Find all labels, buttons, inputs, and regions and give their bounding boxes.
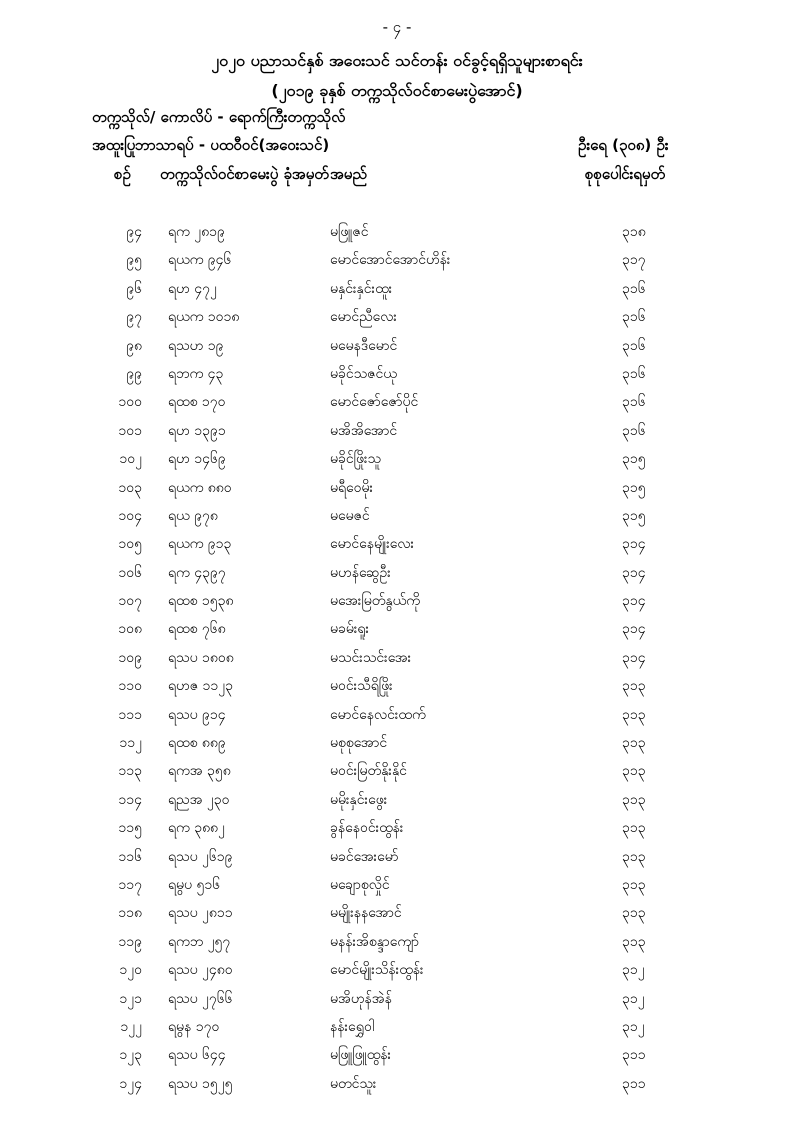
- row-number: ၉၉: [126, 365, 142, 382]
- row-number: ၁၁၀: [118, 678, 142, 695]
- total-marks: ၃၁၅: [622, 479, 646, 496]
- total-marks: ၃၁၄: [622, 649, 646, 666]
- student-name: မမိုးနှင်းဖွေး: [330, 791, 388, 808]
- table-row: [0, 591, 794, 619]
- row-number: ၉၇: [126, 309, 142, 326]
- total-marks: ၃၁၄: [622, 593, 646, 610]
- row-number: ၁၀၈: [118, 621, 142, 638]
- roll-number: ရကအ ၃၅၈: [168, 763, 231, 780]
- student-name: မအိအိအောင်: [330, 422, 398, 439]
- header-no: စဉ်: [114, 165, 131, 183]
- row-number: ၁၁၄: [118, 791, 142, 808]
- student-count: ဦးရေ (၃၀၈) ဦး: [578, 136, 669, 154]
- document-subtitle: (၂၀၁၉ ခုနှစ် တက္ကသိုလ်ဝင်စာမေးပွဲအောင်): [271, 81, 523, 100]
- total-marks: ၃၁၆: [622, 365, 646, 382]
- roll-number: ရဟ ၄၇၂: [168, 280, 217, 297]
- student-name: မစုစုအောင်: [330, 735, 388, 752]
- table-row: [0, 364, 794, 392]
- row-number: ၉၆: [126, 280, 142, 297]
- table-row: [0, 307, 794, 335]
- student-name: မဝင်းသီရိဖြိုး: [330, 678, 393, 695]
- student-name: မအိဟုန်အဲန်: [330, 990, 392, 1007]
- student-name: မရီဝေမိုး: [330, 479, 374, 496]
- student-name: မခမ်းရူး: [330, 621, 370, 638]
- university-line: တက္ကသိုလ်/ ကောလိပ် - ရောက်ကြီးတက္ကသိုလ်: [92, 108, 346, 126]
- total-marks: ၃၁၈: [622, 224, 646, 240]
- table-row: [0, 818, 794, 846]
- student-name: မောင်ဇော်ဇော်ပိုင်: [330, 394, 419, 411]
- student-name: မောင်နေလင်းထက်: [330, 706, 426, 723]
- total-marks: ၃၁၃: [622, 706, 646, 723]
- total-marks: ၃၁၂: [622, 1018, 645, 1035]
- total-marks: ၃၁၆: [622, 422, 646, 439]
- roll-number: ရထစ ၇၆၈: [168, 621, 226, 638]
- roll-number: ရကဘ ၂၅၇: [168, 933, 231, 950]
- total-marks: ၃၁၃: [622, 735, 646, 752]
- table-row: [0, 563, 794, 591]
- student-name: မအေးမြတ်နွယ်ကို: [330, 593, 420, 610]
- total-marks: ၃၁၃: [622, 763, 646, 780]
- student-name: မောင်မျိုးသိန်းထွန်း: [330, 962, 424, 979]
- row-number: ၁၀၂: [119, 451, 142, 468]
- row-number: ၁၂၃: [119, 1047, 142, 1064]
- total-marks: ၃၁၃: [622, 848, 646, 865]
- table-row: [0, 705, 794, 733]
- roll-number: ရသပ ၉၁၄: [168, 706, 226, 723]
- roll-number: ရယ ၉၇၈: [168, 507, 218, 524]
- row-number: ၁၁၈: [118, 905, 142, 922]
- table-row: [0, 648, 794, 676]
- row-number: ၁၀၃: [118, 479, 142, 496]
- header-name: အမည်: [330, 165, 367, 183]
- row-number: ၁၁၆: [118, 848, 142, 865]
- total-marks: ၃၁၆: [622, 394, 646, 411]
- table-row: [0, 847, 794, 875]
- table-row: [0, 790, 794, 818]
- table-row: [0, 1074, 794, 1102]
- row-number: ၁၂၂: [120, 1018, 142, 1035]
- row-number: ၁၀၄: [118, 507, 142, 524]
- total-marks: ၃၁၅: [622, 507, 646, 524]
- roll-number: ရက ၄၃၉၇: [168, 564, 226, 581]
- roll-number: ရယက ၁၀၁၈: [168, 309, 240, 326]
- row-number: ၉၈: [126, 337, 142, 354]
- total-marks: ၃၁၄: [622, 564, 646, 581]
- row-number: ၁၂၁: [119, 990, 142, 1007]
- student-name: မသင်းသင်းအေး: [330, 649, 412, 666]
- student-name: နန်းရွှေဝါ: [330, 1018, 375, 1035]
- roll-number: ရမွပ ၅၁၆: [168, 876, 221, 893]
- roll-number: ရထစ ၁၇၀: [168, 394, 226, 411]
- total-marks: ၃၁၃: [622, 933, 646, 950]
- row-number: ၁၀၅: [118, 536, 142, 553]
- student-name: မမျိုးနနအောင်: [330, 905, 402, 922]
- total-marks: ၃၁၆: [622, 280, 646, 297]
- roll-number: ရထစ ၁၅၃၈: [168, 593, 234, 610]
- table-row: [0, 619, 794, 647]
- student-name: မဟန်ဆွေဦး: [330, 564, 391, 581]
- roll-number: ရမွန ၁၇၀: [168, 1018, 220, 1035]
- student-name: မဖြူဇင်: [330, 224, 369, 240]
- row-number: ၉၅: [126, 252, 142, 269]
- student-name: မတင်သူး: [330, 1075, 377, 1092]
- total-marks: ၃၁၆: [622, 337, 646, 354]
- table-row: [0, 421, 794, 449]
- roll-number: ရယက ၈၈၀: [168, 479, 232, 496]
- roll-number: ရယက ၉၁၃: [168, 536, 232, 553]
- table-row: [0, 1017, 794, 1045]
- student-name: မနှင်းနှင်းထူး: [330, 280, 393, 297]
- row-number: ၁၂၄: [119, 1075, 142, 1092]
- row-number: ၁၀၁: [118, 422, 142, 439]
- roll-number: ရက ၂၈၁၉: [168, 224, 225, 240]
- subject-line: အထူးပြုဘာသာရပ် - ပထဝီဝင်(အဝေးသင်): [92, 136, 330, 154]
- table-row: [0, 478, 794, 506]
- row-number: ၁၂၀: [119, 962, 142, 979]
- table-row: [0, 761, 794, 789]
- row-number: ၁၁၂: [119, 735, 142, 752]
- header-roll-number: တက္ကသိုလ်ဝင်စာမေးပွဲ ခုံအမှတ်: [160, 165, 329, 183]
- roll-number: ရညအ ၂၃၀: [168, 791, 230, 808]
- row-number: ၁၁၁: [118, 706, 142, 723]
- student-name: မမေနဒီမောင်: [330, 337, 398, 354]
- roll-number: ရဘက ၄၃: [168, 365, 224, 382]
- student-name: မချောစုလှိုင်: [330, 876, 390, 893]
- total-marks: ၃၁၄: [622, 621, 646, 638]
- total-marks: ၃၁၁: [622, 1075, 646, 1092]
- roll-number: ရသပ ၁၅၂၅: [168, 1075, 233, 1092]
- student-name: မောင်ညီလေး: [330, 309, 397, 326]
- table-row: [0, 875, 794, 903]
- total-marks: ၃၁၃: [622, 905, 646, 922]
- roll-number: ရသပ ၁၈၀၈: [168, 649, 234, 666]
- student-name: မခိုင်ဖြိုးသူ: [330, 451, 382, 468]
- table-row: [0, 506, 794, 534]
- student-name: မခင်အေးမော်: [330, 848, 399, 865]
- row-number: ၁၀၀: [118, 394, 142, 411]
- student-name: မမေဇင်: [330, 507, 370, 524]
- roll-number: ရသပ ၂၄၈၀: [168, 962, 233, 979]
- roll-number: ရသပ ၂၆၁၉: [168, 848, 233, 865]
- row-number: ၁၀၆: [118, 564, 142, 581]
- total-marks: ၃၁၃: [622, 820, 646, 837]
- roll-number: ရသပ ၂၇၆၆: [168, 990, 233, 1007]
- table-row: [0, 392, 794, 420]
- total-marks: ၃၁၂: [622, 990, 645, 1007]
- total-marks: ၃၁၃: [622, 678, 646, 695]
- total-marks: ၃၁၆: [622, 309, 646, 326]
- roll-number: ရဟဇ ၁၁၂၃: [168, 678, 234, 695]
- row-number: ၁၀၉: [118, 649, 142, 666]
- student-name: ခွန်နေဝင်းထွန်း: [330, 820, 404, 837]
- table-row: [0, 989, 794, 1017]
- table-row: [0, 449, 794, 477]
- table-row: [0, 279, 794, 307]
- roll-number: ရသပ ၆၄၄: [168, 1047, 226, 1064]
- row-number: ၉၄: [126, 224, 142, 240]
- student-name: မနန်းအိစန္ဒာကျော်: [330, 933, 420, 950]
- table-row: [0, 960, 794, 988]
- page-number: - ၄ -: [382, 18, 412, 36]
- student-name: မဝင်းမြတ်နိုးနိုင်: [330, 763, 407, 780]
- roll-number: ရထစ ၈၈၉: [168, 735, 226, 752]
- roll-number: ရသပ ၂၈၁၁: [168, 905, 233, 922]
- student-list: [0, 222, 794, 1102]
- total-marks: ၃၁၃: [622, 791, 646, 808]
- table-row: [0, 1045, 794, 1073]
- row-number: ၁၁၉: [118, 933, 142, 950]
- total-marks: ၃၁၅: [622, 451, 646, 468]
- student-name: မောင်အောင်အောင်ဟိန်း: [330, 252, 451, 269]
- row-number: ၁၁၇: [118, 876, 142, 893]
- total-marks: ၃၁၇: [622, 252, 646, 269]
- table-row: [0, 222, 794, 250]
- table-row: [0, 932, 794, 960]
- student-name: မဖြူဖြူထွန်း: [330, 1047, 392, 1064]
- student-name: မောင်နေမျိုးလေး: [330, 536, 415, 553]
- header-total-marks: စုစုပေါင်းရမှတ်: [585, 165, 666, 183]
- row-number: ၁၀၇: [118, 593, 142, 610]
- table-row: [0, 903, 794, 931]
- roll-number: ရယက ၉၄၆: [168, 252, 232, 269]
- roll-number: ရသဟ ၁၉: [168, 337, 224, 354]
- roll-number: ရဟ ၁၃၉၁: [168, 422, 226, 439]
- table-row: [0, 733, 794, 761]
- total-marks: ၃၁၄: [622, 536, 646, 553]
- total-marks: ၃၁၃: [622, 876, 646, 893]
- total-marks: ၃၁၁: [622, 1047, 646, 1064]
- table-row: [0, 336, 794, 364]
- row-number: ၁၁၅: [118, 820, 142, 837]
- table-row: [0, 676, 794, 704]
- roll-number: ရက ၃၈၈၂: [168, 820, 225, 837]
- total-marks: ၃၁၂: [622, 962, 645, 979]
- table-row: [0, 250, 794, 278]
- document-title: ၂၀၂၀ ပညာသင်နှစ် အဝေးသင် သင်တန်း ဝင်ခွင့်ရရှိသူများစာရင်း: [211, 51, 583, 70]
- table-row: [0, 534, 794, 562]
- row-number: ၁၁၃: [118, 763, 142, 780]
- student-name: မခိုင်သဇင်ယု: [330, 365, 397, 382]
- roll-number: ရဟ ၁၄၆၉: [168, 451, 226, 468]
